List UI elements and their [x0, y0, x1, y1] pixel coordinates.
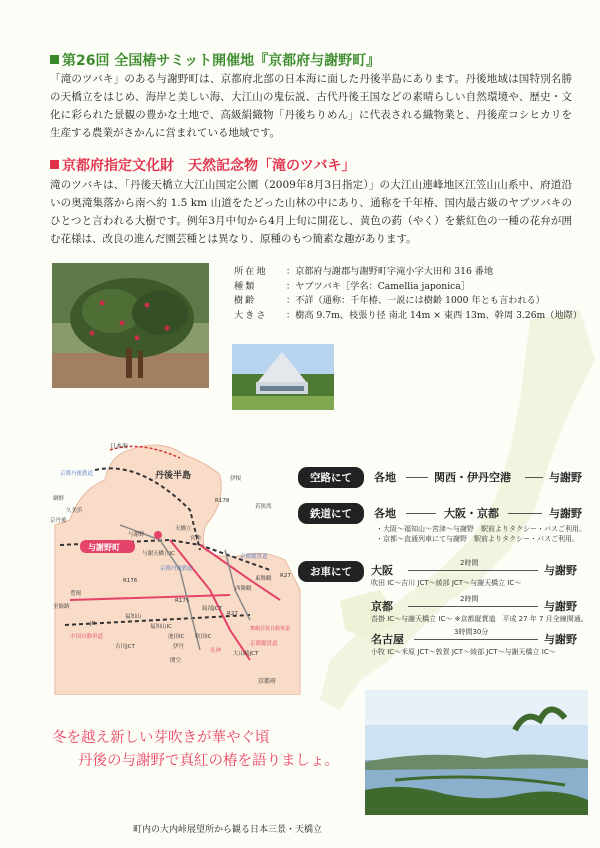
catchphrase-line-1: 冬を越え新しい芽吹きが華やぐ頃	[52, 730, 270, 746]
map-label: 吉川JCT	[115, 644, 135, 650]
car-route-note: 吹田 IC〜吉川 JCT〜綾部 JCT〜与謝天橋立 IC〜	[371, 579, 522, 587]
map-label: 網野	[53, 496, 65, 502]
map-label: R176	[123, 578, 138, 584]
map-label: 池田IC	[168, 634, 185, 640]
map-label: 丹後半島	[155, 471, 192, 481]
car-tag: お車にて	[298, 561, 364, 582]
map-label: 舞鶴若狭自動車道	[250, 626, 291, 632]
map-label: 福知山	[125, 614, 142, 620]
map-label: 宮津	[190, 536, 202, 542]
spec-row: 樹齢 ：不詳（通称：千年椿、一説には樹齢 1000 年とも言われる）	[234, 295, 545, 306]
map-label: 伊丹	[173, 644, 185, 650]
map-label: 福知山IC	[150, 624, 172, 630]
map-label: 日本海	[110, 443, 129, 450]
map-label: 若狭湾	[255, 504, 272, 510]
map-label: 京都縦貫道	[250, 641, 278, 647]
section2-body: 滝のツバキは、「丹後天橋立大江山国定公園（2009年8月3日指定）」の大江山連峰地区江笠山山系中、府道沿いの奥滝集落から南へ約 1.5 km 山道をたどった山林の中にあり、通称を千年椿、国内最古級のヤブツバキのひとつと言われる大樹です。例年3月中旬から4月上旬に開花し、黄色の葯（やく）を紫紅色の一種の花弁が囲む花様は、改良の進んだ園芸種とは異なり、原種のもつ簡素な趣があります。	[50, 179, 572, 245]
rail-to: 与謝野	[549, 507, 582, 520]
map-label: 東舞鶴	[255, 576, 272, 582]
photo-caption: 町内の大内峠展望所から観る日本三景・天橋立	[133, 825, 323, 835]
map-label: 豊岡	[70, 591, 82, 597]
map-label: 天橋立	[175, 526, 192, 532]
camellia-tree-photo	[52, 263, 209, 388]
map-label: 中国自動車道	[70, 634, 104, 640]
map-label: 京都丹後鉄道	[160, 566, 194, 572]
section1-body: 「滝のツバキ」のある与謝野町は、京都府北部の日本海に面した丹後半島にあります。丹後地域は国特別名勝の天橋立をはじめ、海岸と美しい海、大江山の鬼伝説、古代丹後王国などの素晴らしい自然環境や、歴史・文化に彩られた景観の豊かな土地で、高級絹織物「丹後ちりめん」に代表される織物業と、丹後産コシヒカリを生産する農業がさかんに営まれている地域です。	[50, 73, 572, 139]
map-label: 京都縦貫道	[240, 554, 268, 560]
map-label: 吹田IC	[195, 634, 212, 640]
map-label: 伊根	[230, 476, 242, 482]
transport-car	[298, 558, 598, 668]
rail-tag: 鉄道にて	[298, 503, 364, 524]
map-label: 京都府	[258, 678, 277, 685]
car-route-note: 小牧 IC〜米原 JCT〜敦賀 JCT〜綾部 JCT〜与謝天橋立 IC〜	[371, 648, 556, 656]
car-route-to: 与謝野	[544, 600, 577, 613]
car-route-time: 2時間	[460, 559, 479, 567]
car-route-time: 2時間	[460, 595, 479, 603]
map-label: R178	[215, 498, 230, 504]
map-label: 西舞鶴	[235, 586, 252, 592]
air-from: 各地	[374, 471, 396, 484]
map-label: 久美浜	[66, 508, 83, 514]
map-label: R175	[175, 598, 190, 604]
map-label: 与謝野	[128, 532, 145, 538]
rail-from: 各地	[374, 507, 396, 520]
section2-heading: 京都府指定文化財 天然記念物「滝のツバキ」	[50, 155, 355, 175]
map-label: 至姫路	[53, 604, 70, 610]
car-route-time: 3時間30分	[454, 628, 489, 636]
air-to: 与謝野	[549, 471, 582, 484]
map-label: 関空	[170, 658, 182, 664]
map-label: R27	[227, 611, 238, 617]
yosano-town-marker	[154, 531, 162, 539]
map-label: 大山崎JCT	[233, 651, 259, 657]
dome-building-photo	[232, 344, 334, 410]
car-route-to: 与謝野	[544, 633, 577, 646]
car-route-note: 沓掛 IC〜与謝天橋立 IC〜 ※京都縦貫道 平成 27 年 7 月全線開通。	[371, 615, 588, 623]
air-tag: 空路にて	[298, 467, 364, 488]
section1-heading: 第26回 全国椿サミット開催地『京都府与謝野町』	[50, 50, 380, 70]
map-label: JR	[90, 621, 96, 627]
catchphrase-line-2: 丹後の与謝野で真紅の椿を語りましょ。	[78, 753, 339, 769]
map-label: 名神	[210, 648, 222, 654]
access-map	[50, 430, 305, 695]
amanohashidate-photo	[365, 690, 588, 815]
car-route-to: 与謝野	[544, 564, 577, 577]
map-label: 京丹後	[50, 518, 67, 524]
rail-note-2: ・京都〜直通列車にて与謝野 駅前よりタクシー・バスご利用。	[376, 535, 579, 543]
air-via: 関西・伊丹空港	[434, 471, 511, 484]
transport-rail	[298, 498, 598, 553]
car-route-from: 名古屋	[371, 633, 404, 646]
car-route-from: 京都	[371, 600, 393, 613]
catchphrase	[52, 727, 339, 773]
spec-row: 所在地 ：京都府与謝郡与謝野町字滝小字大田和 316 番地	[234, 266, 494, 277]
map-label: R27	[280, 573, 291, 579]
spec-row: 種類 ：ヤブツバキ［学名：Camellia japonica］	[234, 280, 470, 292]
spec-row: 大きさ ：樹高 9.7m、枝張り径 南北 14m × 東西 13m、幹周 3.26m（地際）	[234, 309, 582, 321]
transport-air	[298, 462, 598, 492]
map-label: 与謝野町	[88, 543, 120, 552]
map-label: 与謝天橋立IC	[142, 551, 175, 557]
map-label: 京都丹後鉄道	[60, 471, 94, 477]
map-label: 綾部JCT	[202, 606, 222, 612]
rail-note-1: ・大阪〜福知山〜宮津〜与謝野 駅前よりタクシー・バスご利用。	[376, 525, 586, 533]
rail-via: 大阪・京都	[444, 507, 499, 520]
car-route-from: 大阪	[371, 564, 393, 577]
tree-specs	[234, 265, 582, 323]
